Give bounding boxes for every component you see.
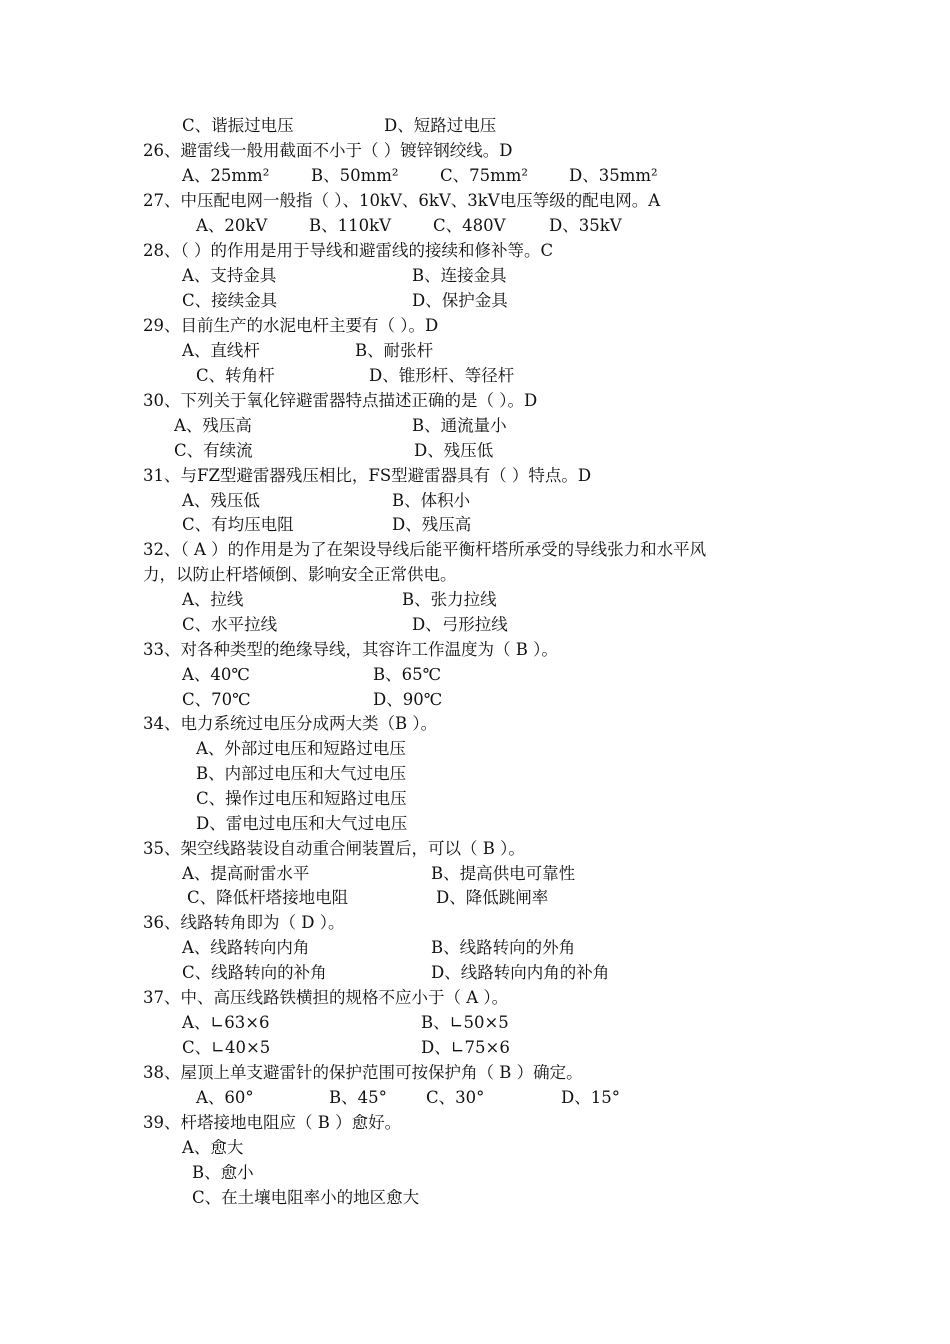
option-text: B、耐张杆 [355, 341, 434, 360]
option-text: D、锥形杆、等径杆 [369, 366, 515, 385]
option-text: D、残压高 [392, 515, 472, 534]
text-line [0, 139, 950, 163]
text-line [0, 613, 950, 637]
text-line [0, 189, 950, 213]
text-line [0, 688, 950, 712]
question-text: 28、（ ）的作用是用于导线和避雷线的接续和修补等。C [143, 241, 554, 260]
option-text: D、短路过电压 [384, 116, 497, 135]
text-line [0, 314, 950, 338]
text-line [0, 538, 950, 562]
option-text: A、60° [196, 1088, 254, 1107]
option-text: A、40℃ [182, 665, 250, 684]
option-text: A、拉线 [182, 590, 244, 609]
option-text: B、提高供电可靠性 [431, 864, 576, 883]
question-text: 37、中、高压线路铁横担的规格不应小于（ A ）。 [143, 988, 509, 1007]
question-text: B、内部过电压和大气过电压 [196, 764, 407, 783]
option-text: C、有均压电阻 [182, 515, 294, 534]
question-text: 34、电力系统过电压分成两大类（B ）。 [143, 714, 438, 733]
text-line [0, 638, 950, 662]
option-text: B、连接金具 [412, 266, 507, 285]
option-text: A、25mm² [182, 166, 270, 185]
text-line [0, 986, 950, 1010]
text-line [0, 737, 950, 761]
text-line [0, 1161, 950, 1185]
option-text: D、弓形拉线 [412, 615, 508, 634]
question-text: 力，以防止杆塔倾倒、影响安全正常供电。 [143, 565, 457, 584]
option-text: C、接续金具 [182, 291, 278, 310]
question-text: 27、中压配电网一般指（ ）、10kV、6kV、3kV电压等级的配电网。A [143, 191, 661, 210]
question-text: A、愈大 [182, 1138, 244, 1157]
option-text: A、提高耐雷水平 [182, 864, 310, 883]
option-text: A、支持金具 [182, 266, 277, 285]
text-line [0, 563, 950, 587]
question-text: 39、杆塔接地电阻应（ B ）愈好。 [143, 1113, 402, 1132]
text-line [0, 862, 950, 886]
question-text: 32、（ A ）的作用是为了在架设导线后能平衡杆塔所承受的导线张力和水平风 [143, 540, 707, 559]
option-text: D、保护金具 [412, 291, 508, 310]
option-text: C、∟40×5 [182, 1038, 271, 1057]
text-line [0, 787, 950, 811]
text-line [0, 936, 950, 960]
question-text: A、外部过电压和短路过电压 [196, 739, 406, 758]
text-line [0, 339, 950, 363]
text-line [0, 214, 950, 238]
option-text: B、110kV [309, 216, 392, 235]
option-text: A、20kV [196, 216, 268, 235]
question-text: B、愈小 [192, 1163, 254, 1182]
option-text: D、15° [561, 1088, 620, 1107]
text-line [0, 1111, 950, 1135]
option-text: A、直线杆 [182, 341, 260, 360]
text-line [0, 1061, 950, 1085]
text-line [0, 164, 950, 188]
option-text: A、残压低 [182, 491, 260, 510]
option-text: D、线路转向内角的补角 [431, 963, 610, 982]
text-line [0, 489, 950, 513]
option-text: B、通流量小 [412, 416, 507, 435]
option-text: C、转角杆 [196, 366, 275, 385]
question-text: 26、避雷线一般用截面不小于（ ）镀锌钢绞线。D [143, 141, 513, 160]
question-text: 36、线路转角即为（ D ）。 [143, 913, 345, 932]
text-line [0, 364, 950, 388]
text-line [0, 1186, 950, 1210]
text-line [0, 588, 950, 612]
text-line [0, 712, 950, 736]
option-text: D、35kV [549, 216, 622, 235]
text-line [0, 389, 950, 413]
option-text: C、有续流 [174, 441, 253, 460]
option-text: A、线路转向内角 [182, 938, 310, 957]
question-text: 29、目前生产的水泥电杆主要有（ ）。D [143, 316, 439, 335]
option-text: D、降低跳闸率 [436, 888, 549, 907]
text-line [0, 911, 950, 935]
question-text: D、雷电过电压和大气过电压 [196, 814, 408, 833]
question-text: 38、屋顶上单支避雷针的保护范围可按保护角（ B ）确定。 [143, 1063, 583, 1082]
text-line [0, 1086, 950, 1110]
option-text: A、残压高 [174, 416, 252, 435]
text-line [0, 812, 950, 836]
option-text: C、480V [433, 216, 506, 235]
option-text: D、∟75×6 [421, 1038, 510, 1057]
question-text: C、在土壤电阻率小的地区愈大 [192, 1188, 420, 1207]
text-line [0, 239, 950, 263]
option-text: C、水平拉线 [182, 615, 278, 634]
question-text: 35、架空线路装设自动重合闸装置后，可以（ B ）。 [143, 839, 525, 858]
text-line [0, 961, 950, 985]
text-line [0, 1011, 950, 1035]
option-text: B、65℃ [373, 665, 442, 684]
option-text: C、75mm² [440, 166, 529, 185]
text-line [0, 464, 950, 488]
question-text: 30、下列关于氧化锌避雷器特点描述正确的是（ ）。D [143, 391, 538, 410]
question-text: C、操作过电压和短路过电压 [196, 789, 407, 808]
option-text: C、70℃ [182, 690, 251, 709]
text-line [0, 439, 950, 463]
option-text: D、35mm² [569, 166, 658, 185]
text-line [0, 886, 950, 910]
option-text: B、线路转向的外角 [431, 938, 576, 957]
option-text: D、90℃ [373, 690, 443, 709]
text-line [0, 1036, 950, 1060]
text-line [0, 762, 950, 786]
text-line [0, 264, 950, 288]
text-line [0, 1136, 950, 1160]
option-text: C、谐振过电压 [182, 116, 294, 135]
option-text: B、张力拉线 [402, 590, 497, 609]
question-text: 31、与FZ型避雷器残压相比，FS型避雷器具有（ ）特点。D [143, 466, 592, 485]
text-line [0, 837, 950, 861]
question-text: 33、对各种类型的绝缘导线，其容许工作温度为（ B ）。 [143, 640, 558, 659]
option-text: B、50mm² [311, 166, 399, 185]
option-text: C、降低杆塔接地电阻 [187, 888, 349, 907]
text-line [0, 114, 950, 138]
text-line [0, 513, 950, 537]
text-line [0, 663, 950, 687]
text-line [0, 414, 950, 438]
option-text: D、残压低 [414, 441, 494, 460]
text-line [0, 289, 950, 313]
option-text: B、∟50×5 [421, 1013, 509, 1032]
option-text: B、45° [329, 1088, 387, 1107]
option-text: C、30° [426, 1088, 485, 1107]
option-text: B、体积小 [392, 491, 471, 510]
option-text: C、线路转向的补角 [182, 963, 327, 982]
option-text: A、∟63×6 [182, 1013, 270, 1032]
